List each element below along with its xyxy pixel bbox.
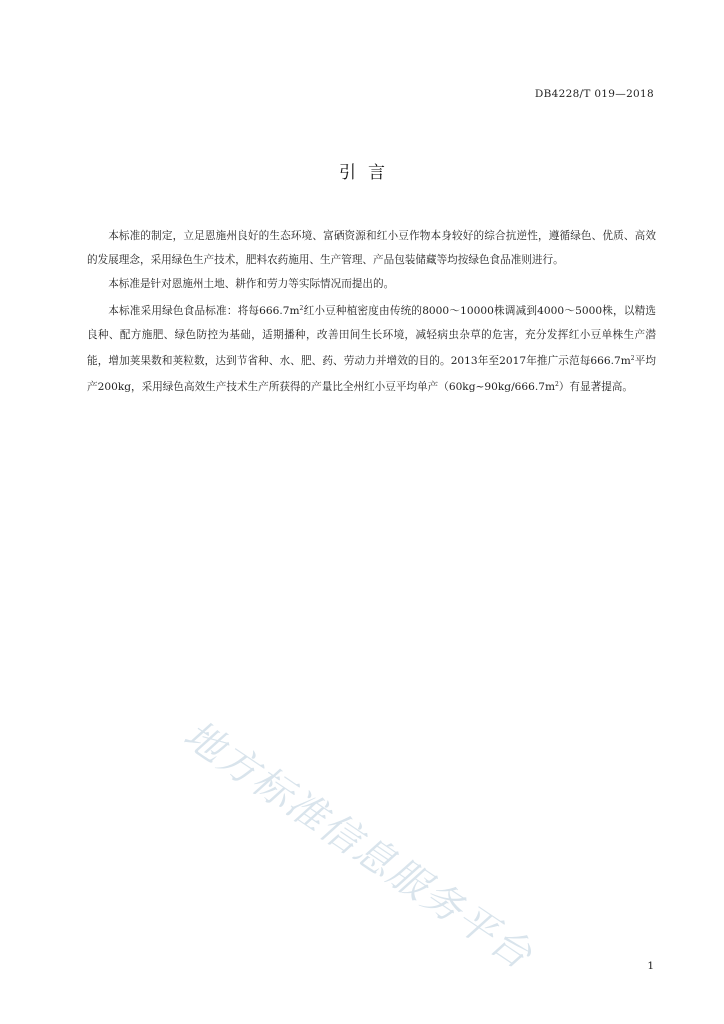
paragraph-2: 本标准是针对恩施州土地、耕作和劳力等实际情况而提出的。 [108,278,395,291]
paragraph-3-part-b: 红小豆种植密度由传统的8000～10000株调减到4000～5000株，以精选良种、配方施肥、绿色防控为基础，适期播种，改善田间生长环境，减轻病虫杂草的危害，充分发挥红小豆单株生产潜能，增加荚果数和荚粒数，达到节省种、水、肥、药、劳动力并增效的目的。2013年至2017年推广示范每666.7m [87,304,656,368]
superscript-2: 2 [555,381,559,389]
superscript-2: 2 [299,304,304,312]
superscript-2: 2 [630,355,635,363]
watermark: 地方标准信息服务平台 [175,712,541,979]
paragraph-1: 本标准的制定，立足恩施州良好的生态环境、富硒资源和红小豆作物本身较好的综合抗逆性，遵循绿色、优质、高效的发展理念，采用绿色生产技术，肥料农药施用、生产管理、产品包装储藏等均按绿色食品准则进行。 [87,230,656,267]
document-code: DB4228/T 019—2018 [534,88,654,100]
paragraph-3-part-d: ）有显著提高。 [558,381,633,394]
paragraph-3 [87,297,656,400]
paragraph-3-part-a: 本标准采用绿色食品标准：将每666.7m [108,304,300,317]
document-body [87,224,656,399]
page-number: 1 [647,960,654,972]
section-title: 引言 [339,163,397,183]
paragraph-3-part-c: 平均产200kg，采用绿色高效生产技术生产所获得的产量比全州红小豆平均单产（60kg~90kg/666.7m [87,355,657,394]
